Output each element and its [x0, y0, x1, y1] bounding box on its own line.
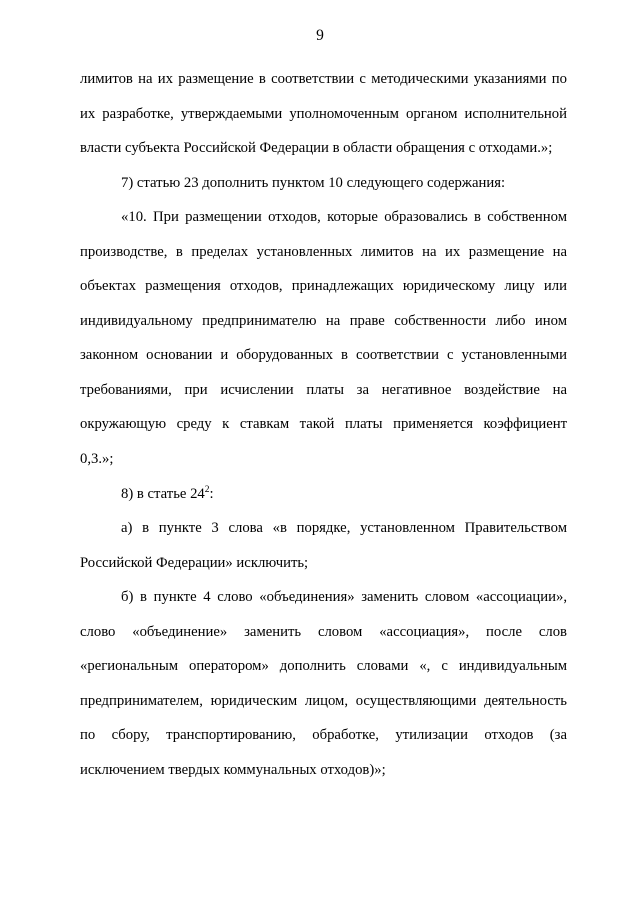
- paragraph: [80, 477, 567, 512]
- text-line: их разработке, утверждаемыми уполномоченным органом исполнительной: [80, 105, 567, 122]
- text-line: власти субъекта Российской Федерации в области обращения с отходами.»;: [80, 140, 553, 157]
- text-run: :: [209, 485, 214, 502]
- text-line: б) в пункте 4 слово «объединения» заменить словом «ассоциации»,: [121, 589, 567, 606]
- text-line: исключением твердых коммунальных отходов)»;: [80, 761, 386, 778]
- text-line: «10. При размещении отходов, которые образовались в собственном: [121, 209, 567, 226]
- paragraph: [80, 62, 567, 166]
- paragraph: [80, 511, 567, 580]
- text-line: лимитов на их размещение в соответствии с методическими указаниями по: [80, 71, 567, 87]
- page-number: 9: [316, 27, 324, 44]
- paragraph: [80, 166, 567, 201]
- text-line: объектах размещения отходов, принадлежащих юридическому лицу или: [80, 278, 567, 295]
- paragraph: [80, 580, 567, 787]
- text-line: требованиями, при исчислении платы за негативное воздействие на: [80, 381, 567, 398]
- text-line: предпринимателем, юридическим лицом, осуществляющими деятельность: [80, 692, 567, 709]
- text-run: 8) в статье 24: [121, 485, 205, 502]
- text-line: Российской Федерации» исключить;: [80, 554, 309, 571]
- superscript-text: 2: [204, 484, 210, 495]
- text-line: законном основании и оборудованных в соответствии с установленными: [80, 347, 567, 364]
- text-line: окружающую среду к ставкам такой платы применяется коэффициент: [80, 416, 567, 433]
- text-line: по сбору, транспортированию, обработке, утилизации отходов (за: [80, 727, 567, 744]
- text-line: слово «объединение» заменить словом «ассоциация», после слов: [80, 623, 567, 640]
- text-line: 0,3.»;: [80, 451, 114, 468]
- paragraph: [80, 200, 567, 476]
- text-line: «региональным оператором» дополнить словами «, с индивидуальным: [80, 658, 567, 675]
- text-line: производстве, в пределах установленных лимитов на их размещение на: [80, 243, 567, 260]
- text-line: [80, 477, 567, 512]
- text-line: а) в пункте 3 слова «в порядке, установленном Правительством: [121, 520, 567, 537]
- text-line: 7) статью 23 дополнить пунктом 10 следующего содержания:: [121, 174, 506, 191]
- document-body: [80, 62, 567, 787]
- text-line: индивидуальному предпринимателю на праве собственности либо ином: [80, 312, 567, 329]
